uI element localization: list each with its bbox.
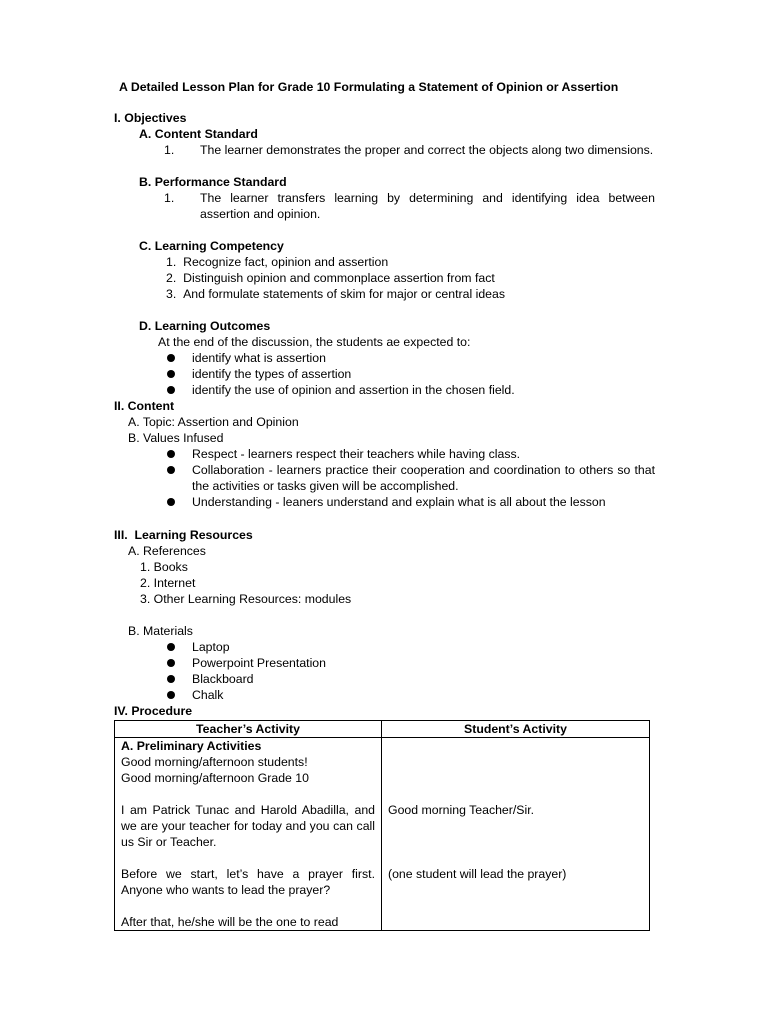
section-content-heading: II. Content <box>114 399 175 413</box>
materials-heading: B. Materials <box>128 624 193 638</box>
column-header-teacher: Teacher’s Activity <box>115 721 382 738</box>
competency-item: 2. Distinguish opinion and commonplace assertion from fact <box>166 271 495 285</box>
material-item: Blackboard <box>192 672 254 686</box>
student-line: Good morning Teacher/Sir. <box>388 803 535 817</box>
bullet-icon <box>167 643 175 651</box>
section-objectives-heading: I. Objectives <box>114 111 187 125</box>
material-item: Powerpoint Presentation <box>192 656 326 670</box>
bullet-icon <box>167 466 175 474</box>
material-item: Chalk <box>192 688 224 702</box>
procedure-table <box>114 720 650 931</box>
bullet-icon <box>167 370 175 378</box>
values-infused-heading: B. Values Infused <box>128 431 224 445</box>
student-line: (one student will lead the prayer) <box>388 867 567 881</box>
value-item: Respect - learners respect their teachers while having class. <box>192 447 521 461</box>
bullet-icon <box>167 450 175 458</box>
value-item: Understanding - leaners understand and explain what is all about the lesson <box>192 495 606 509</box>
student-activity-cell <box>382 738 650 931</box>
content-standard-item-number: 1. <box>164 143 175 157</box>
bullet-icon <box>167 386 175 394</box>
learning-outcomes-heading: D. Learning Outcomes <box>139 319 271 333</box>
table-header-row <box>115 721 650 738</box>
references-heading: A. References <box>128 544 206 558</box>
teacher-line: Good morning/afternoon students! <box>121 755 308 769</box>
section-procedure-heading: IV. Procedure <box>114 704 193 718</box>
material-item: Laptop <box>192 640 230 654</box>
column-header-student: Student’s Activity <box>382 721 650 738</box>
outcome-item: identify the use of opinion and assertion in the chosen field. <box>192 383 515 397</box>
preliminary-activities-heading: A. Preliminary Activities <box>121 739 262 753</box>
teacher-line: Before we start, let’s have a prayer first. Anyone who wants to lead the prayer? <box>121 867 375 897</box>
teacher-activity-cell <box>115 738 382 931</box>
bullet-icon <box>167 659 175 667</box>
competency-item: 3. And formulate statements of skim for major or central ideas <box>166 287 505 301</box>
bullet-icon <box>167 354 175 362</box>
learning-outcomes-intro: At the end of the discussion, the students ae expected to: <box>158 335 471 349</box>
value-item: Collaboration - learners practice their cooperation and coordination to others so that the activities or tasks given will be accomplished. <box>192 463 655 493</box>
reference-item: 1. Books <box>140 560 188 574</box>
reference-item: 2. Internet <box>140 576 196 590</box>
teacher-line: After that, he/she will be the one to read <box>121 915 339 929</box>
bullet-icon <box>167 691 175 699</box>
performance-standard-item-number: 1. <box>164 191 175 205</box>
performance-standard-heading: B. Performance Standard <box>139 175 287 189</box>
learning-competency-heading: C. Learning Competency <box>139 239 284 253</box>
content-topic: A. Topic: Assertion and Opinion <box>128 415 299 429</box>
bullet-icon <box>167 675 175 683</box>
table-row <box>115 738 650 931</box>
document-title: A Detailed Lesson Plan for Grade 10 Formulating a Statement of Opinion or Assertion <box>119 80 619 94</box>
performance-standard-item: The learner transfers learning by determining and identifying idea between assertion and opinion. <box>200 191 655 221</box>
content-standard-item: The learner demonstrates the proper and correct the objects along two dimensions. <box>200 143 654 157</box>
teacher-line: I am Patrick Tunac and Harold Abadilla, and we are your teacher for today and you can call us Sir or Teacher. <box>121 803 375 849</box>
outcome-item: identify the types of assertion <box>192 367 352 381</box>
outcome-item: identify what is assertion <box>192 351 326 365</box>
bullet-icon <box>167 498 175 506</box>
teacher-line: Good morning/afternoon Grade 10 <box>121 771 309 785</box>
content-standard-heading: A. Content Standard <box>139 127 258 141</box>
section-resources-heading: III. Learning Resources <box>114 528 253 542</box>
reference-item: 3. Other Learning Resources: modules <box>140 592 352 606</box>
competency-item: 1. Recognize fact, opinion and assertion <box>166 255 389 269</box>
